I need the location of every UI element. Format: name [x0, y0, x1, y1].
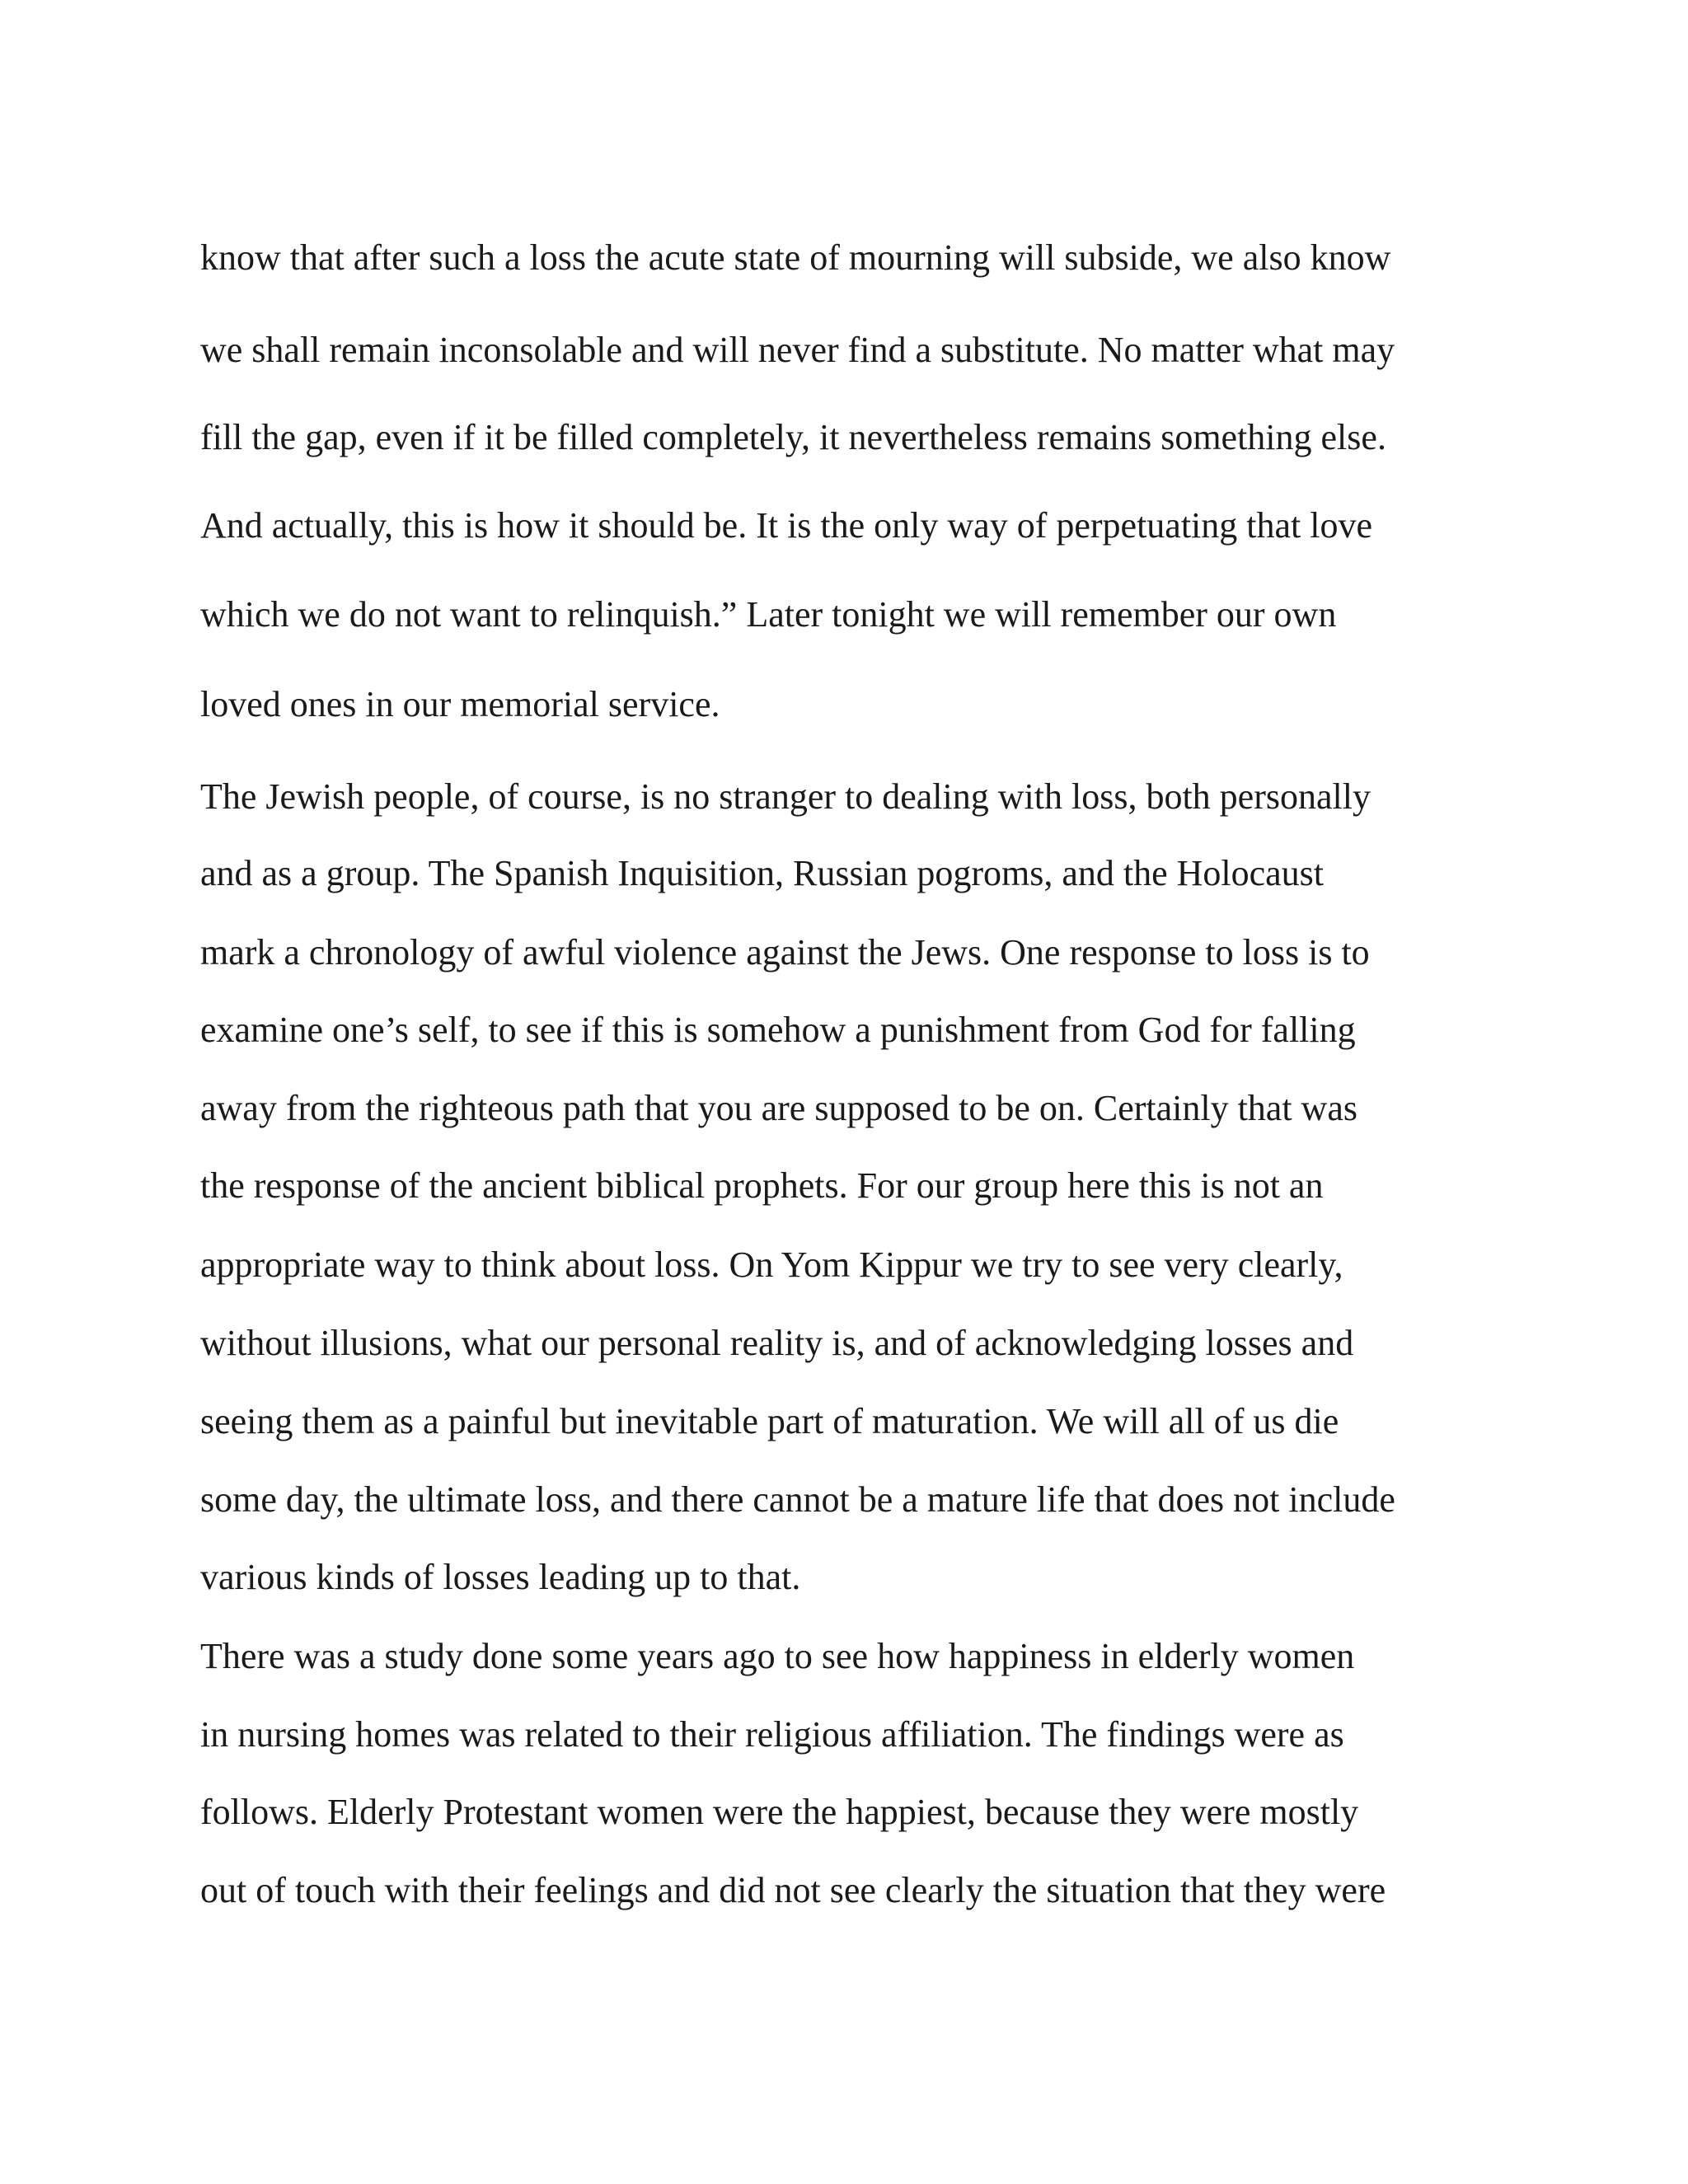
text-line: There was a study done some years ago to see how happiness in elderly women — [200, 1636, 1355, 1676]
text-line: follows. Elderly Protestant women were the happiest, because they were mostly — [200, 1792, 1359, 1832]
text-line: which we do not want to relinquish.” Later tonight we will remember our own — [200, 594, 1337, 635]
text-line: some day, the ultimate loss, and there cannot be a mature life that does not include — [200, 1479, 1395, 1520]
text-line: And actually, this is how it should be. It is the only way of perpetuating that love — [200, 505, 1373, 546]
text-line: appropriate way to think about loss. On Yom Kippur we try to see very clearly, — [200, 1244, 1343, 1285]
text-line: loved ones in our memorial service. — [200, 684, 720, 724]
text-line: in nursing homes was related to their religious affiliation. The findings were as — [200, 1714, 1344, 1755]
text-line: know that after such a loss the acute state of mourning will subside, we also know — [200, 237, 1391, 278]
text-line: fill the gap, even if it be filled completely, it nevertheless remains something else. — [200, 417, 1386, 457]
text-line: mark a chronology of awful violence against the Jews. One response to loss is to — [200, 932, 1370, 972]
text-line: we shall remain inconsolable and will never find a substitute. No matter what may — [200, 330, 1395, 370]
text-line: various kinds of losses leading up to that. — [200, 1557, 801, 1597]
text-line: and as a group. The Spanish Inquisition, Russian pogroms, and the Holocaust — [200, 853, 1325, 893]
text-line: The Jewish people, of course, is no stranger to dealing with loss, both personally — [200, 776, 1371, 817]
text-line: without illusions, what our personal reality is, and of acknowledging losses and — [200, 1323, 1354, 1363]
text-line: the response of the ancient biblical prophets. For our group here this is not an — [200, 1165, 1324, 1206]
text-line: out of touch with their feelings and did not see clearly the situation that they were — [200, 1870, 1386, 1910]
text-line: away from the righteous path that you are supposed to be on. Certainly that was — [200, 1088, 1357, 1128]
text-line: examine one’s self, to see if this is somehow a punishment from God for falling — [200, 1010, 1356, 1050]
text-line: seeing them as a painful but inevitable part of maturation. We will all of us die — [200, 1401, 1339, 1441]
